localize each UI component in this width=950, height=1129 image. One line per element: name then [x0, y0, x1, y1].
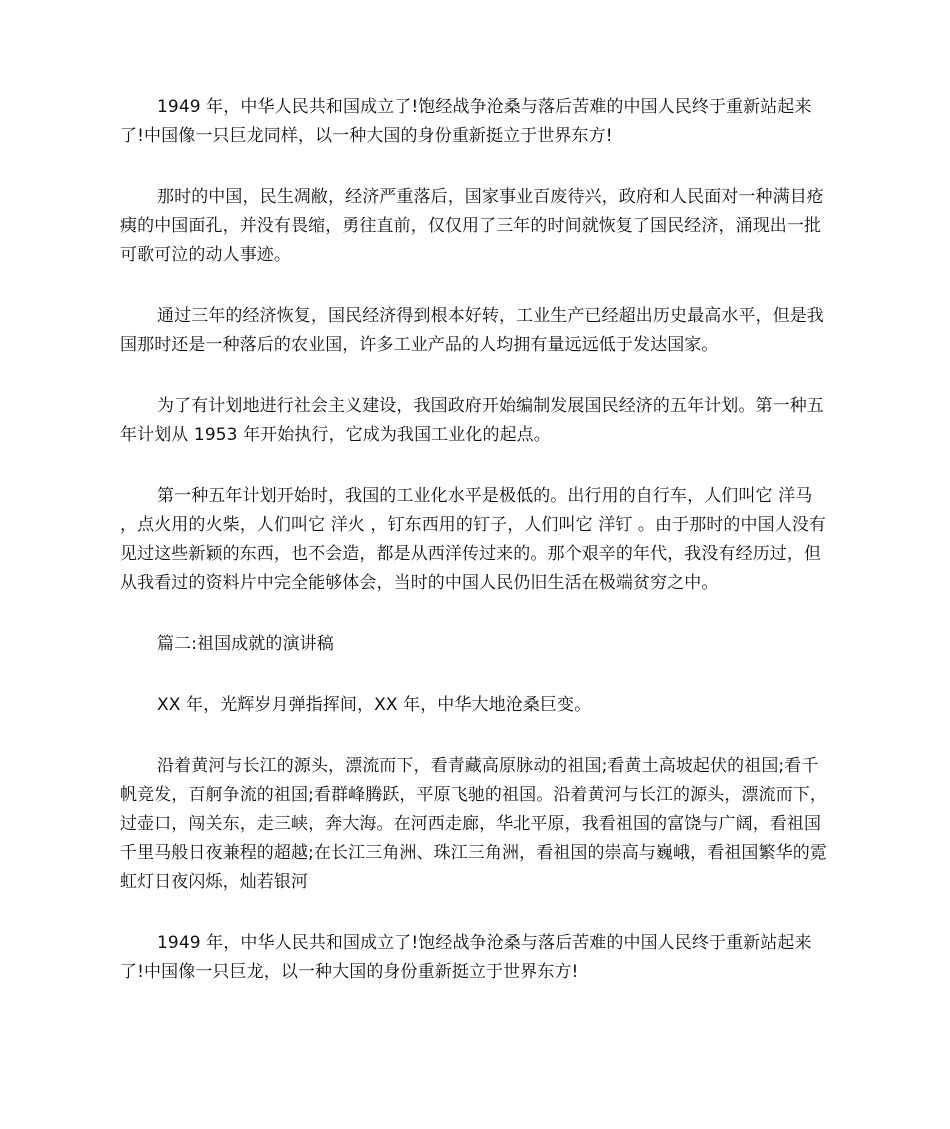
paragraph-2: 那时的中国，民生凋敝，经济严重落后，国家事业百废待兴，政府和人民面对一种满目疮痍的中国面孔，并没有畏缩，勇往直前，仅仅用了三年的时间就恢复了国民经济，涌现出一批可歌可泣的动人事迹。	[120, 187, 824, 265]
paragraph-7: 沿着黄河与长江的源头，漂流而下，看青藏高原脉动的祖国;看黄土高坡起伏的祖国;看千帆竞发，百舸争流的祖国;看群峰腾跃，平原飞驰的祖国。沿着黄河与长江的源头，漂流而下，过壶口，闯关东，走三峡，奔大海。在河西走廊，华北平原，我看祖国的富饶与广阔，看祖国千里马般日夜兼程的超越;在长江三角洲、珠江三角洲，看祖国的崇高与巍峨，看祖国繁华的霓虹灯日夜闪烁，灿若银河	[120, 756, 827, 892]
document-body	[120, 93, 832, 1019]
paragraph-6: XX 年，光辉岁月弹指挥间，XX 年，中华大地沧桑巨变。	[157, 695, 592, 715]
paragraph-5: 第一种五年计划开始时，我国的工业化水平是极低的。出行用的自行车，人们叫它 洋马 ，点火用的火柴，人们叫它 洋火 ，钉东西用的钉子，人们叫它 洋钉 。由于那时的中国人没有见过这些新颖的东西，也不会造，都是从西洋传过来的。那个艰辛的年代，我没有经历过，但从我看过的资料片中完全能够体会，当时的中国人民仍旧生活在极端贫穷之中。	[120, 486, 827, 593]
paragraph-8: 1949 年，中华人民共和国成立了!饱经战争沧桑与落后苦难的中国人民终于重新站起来了!中国像一只巨龙，以一种大国的身份重新挺立于世界东方!	[120, 933, 812, 982]
section-heading: 篇二:祖国成就的演讲稿	[157, 634, 334, 654]
paragraph-1: 1949 年，中华人民共和国成立了!饱经战争沧桑与落后苦难的中国人民终于重新站起来了!中国像一只巨龙同样，以一种大国的身份重新挺立于世界东方!	[120, 97, 812, 146]
paragraph-4: 为了有计划地进行社会主义建设，我国政府开始编制发展国民经济的五年计划。第一种五年计划从 1953 年开始执行，它成为我国工业化的起点。	[120, 396, 824, 445]
paragraph-3: 通过三年的经济恢复，国民经济得到根本好转，工业生产已经超出历史最高水平，但是我国那时还是一种落后的农业国，许多工业产品的人均拥有量远远低于发达国家。	[120, 306, 824, 355]
